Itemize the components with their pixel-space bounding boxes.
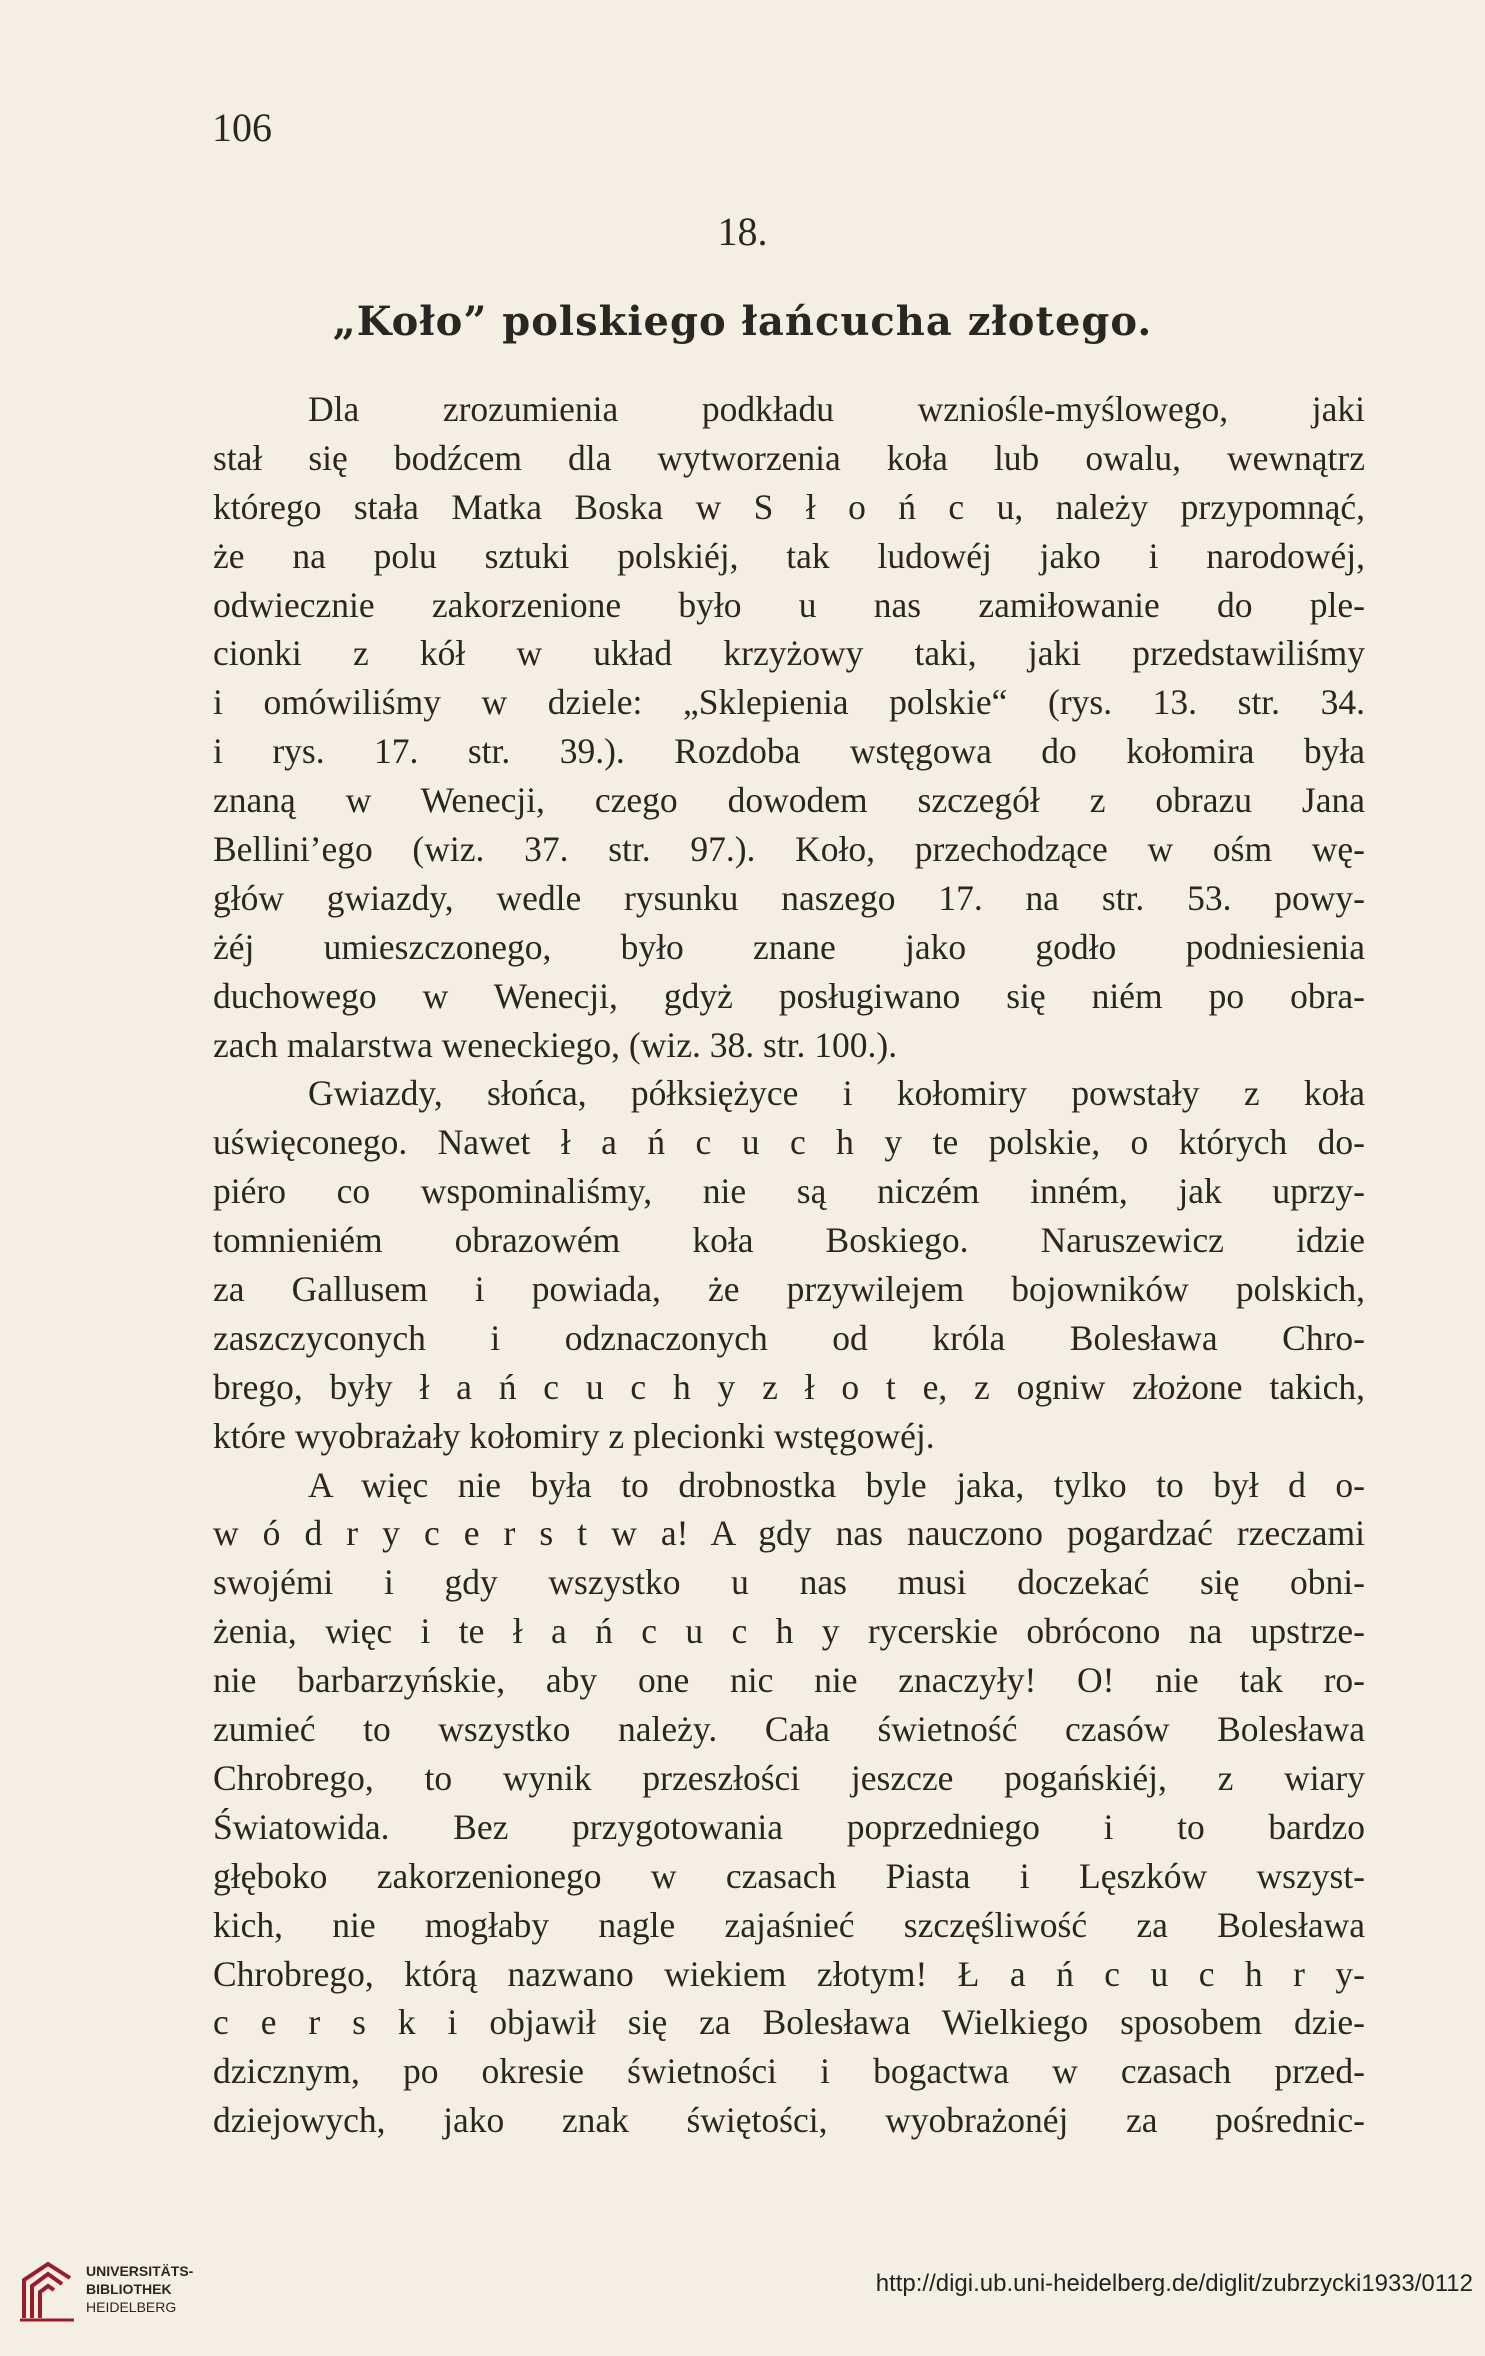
library-logo-icon (18, 2258, 76, 2322)
library-logo-text (86, 2262, 193, 2316)
text-line: nie barbarzyńskie, aby one nic nie znaczyły! O! nie tak ro- (213, 1660, 1365, 1701)
text-line: cionki z kół w układ krzyżowy taki, jaki przedstawiliśmy (213, 633, 1365, 674)
text-line: uświęconego. Nawet ł a ń c u c h y te polskie, o których do- (213, 1122, 1365, 1163)
text-line: za Gallusem i powiada, że przywilejem bojowników polskich, (213, 1269, 1365, 1310)
text-line: które wyobrażały kołomiry z plecionki wstęgowéj. (213, 1415, 935, 1456)
text-line: zaszczyconych i odznaczonych od króla Bolesława Chro- (213, 1317, 1365, 1358)
logo-line: BIBLIOTHEK (86, 2281, 172, 2297)
text-line: kich, nie mogłaby nagle zajaśnieć szczęśliwość za Bolesława (213, 1904, 1365, 1945)
text-line: dziejowych, jako znak świętości, wyobrażonéj za pośrednic- (213, 2100, 1365, 2141)
text-line: zach malarstwa weneckiego, (wiz. 38. str. 100.). (213, 1024, 898, 1065)
text-line: stał się bodźcem dla wytworzenia koła lub owalu, wewnątrz (213, 437, 1365, 478)
text-line: Światowida. Bez przygotowania poprzedniego i to bardzo (213, 1806, 1365, 1847)
text-line: głów gwiazdy, wedle rysunku naszego 17. na str. 53. powy- (213, 877, 1365, 918)
body-text (213, 385, 1365, 2145)
text-line: dzicznym, po okresie świetności i bogactwa w czasach przed- (213, 2051, 1365, 2092)
text-line: zumieć to wszystko należy. Cała świetność czasów Bolesława (213, 1709, 1365, 1750)
text-line: Bellini’ego (wiz. 37. str. 97.). Koło, przechodzące w ośm wę- (213, 829, 1365, 870)
text-line: odwiecznie zakorzenione było u nas zamiłowanie do ple- (213, 584, 1365, 625)
text-line: duchowego w Wenecji, gdyż posługiwano się niém po obra- (213, 975, 1365, 1016)
text-line: żéj umieszczonego, było znane jako godło podniesienia (213, 926, 1365, 967)
text-line: i omówiliśmy w dziele: „Sklepienia polskie“ (rys. 13. str. 34. (213, 682, 1365, 723)
text-line: głęboko zakorzenionego w czasach Piasta i Lęszków wszyst- (213, 1855, 1365, 1896)
text-line: piéro co wspominaliśmy, nie są niczém inném, jak uprzy- (213, 1171, 1365, 1212)
source-url[interactable]: http://digi.ub.uni-heidelberg.de/diglit/zubrzycki1933/0112 (875, 2270, 1473, 2297)
logo-line: HEIDELBERG (86, 2299, 177, 2315)
text-line: Chrobrego, to wynik przeszłości jeszcze pogańskiéj, z wiary (213, 1757, 1365, 1798)
text-line: c e r s k i objawił się za Bolesława Wielkiego sposobem dzie- (213, 2002, 1365, 2043)
text-line: i rys. 17. str. 39.). Rozdoba wstęgowa do kołomira była (213, 731, 1365, 772)
library-logo (18, 2252, 218, 2332)
text-line: że na polu sztuki polskiéj, tak ludowéj jako i narodowéj, (213, 535, 1365, 576)
text-line: brego, były ł a ń c u c h y z ł o t e, z ogniw złożone takich, (213, 1366, 1365, 1407)
text-line: Chrobrego, którą nazwano wiekiem złotym! Ł a ń c u c h r y- (213, 1953, 1365, 1994)
chapter-number: 18. (717, 209, 768, 254)
text-line: żenia, więc i te ł a ń c u c h y rycerskie obrócono na upstrze- (213, 1611, 1365, 1652)
text-line: A więc nie była to drobnostka byle jaka, tylko to był d o- (308, 1464, 1365, 1505)
text-line: którego stała Matka Boska w S ł o ń c u, należy przypomnąć, (213, 486, 1365, 527)
page-number: 106 (212, 105, 272, 150)
text-line: Dla zrozumienia podkładu wzniośle-myślowego, jaki (308, 389, 1365, 429)
text-line: Gwiazdy, słońca, półksiężyce i kołomiry powstały z koła (308, 1073, 1365, 1114)
text-line: swojémi i gdy wszystko u nas musi doczekać się obni- (213, 1562, 1365, 1603)
chapter-title: „Koło” polskiego łańcucha złotego. (332, 298, 1153, 345)
text-line: tomnieniém obrazowém koła Boskiego. Naruszewicz idzie (213, 1220, 1365, 1261)
text-line: znaną w Wenecji, czego dowodem szczegół z obrazu Jana (213, 780, 1365, 821)
logo-line: UNIVERSITÄTS- (86, 2263, 194, 2279)
text-line: w ó d r y c e r s t w a! A gdy nas nauczono pogardzać rzeczami (213, 1513, 1365, 1554)
